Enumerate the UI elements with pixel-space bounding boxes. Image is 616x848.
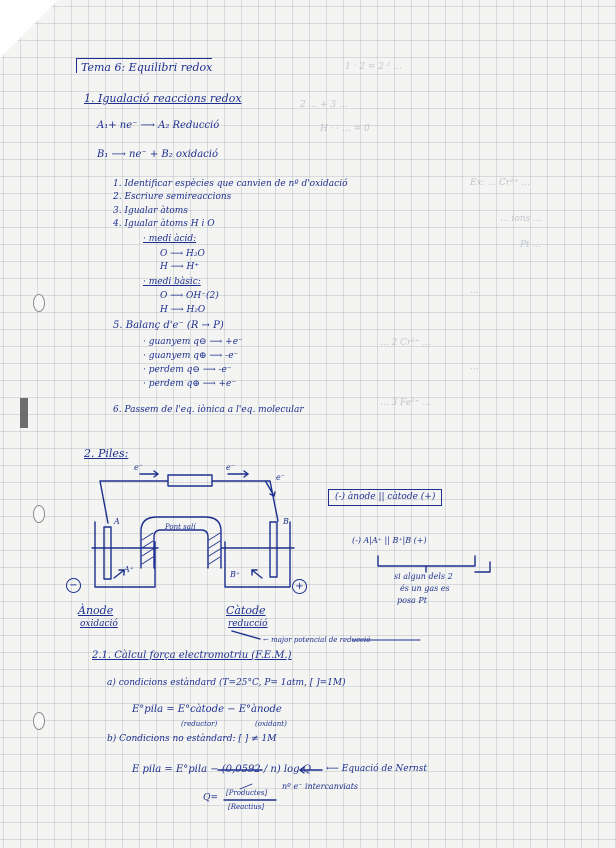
bleed-text: ... ions ... <box>500 214 542 224</box>
bleed-text: Pt ... <box>520 240 542 250</box>
bleed-text: ... <box>470 362 479 372</box>
epila-standard-formula: E°pila = E°càtode − E°ànode <box>132 704 282 715</box>
anode-label: Ànode <box>78 604 114 617</box>
salt-bridge-label: Pont salí <box>165 523 196 531</box>
step-item: 4. Igualar àtoms H i O <box>113 219 215 229</box>
plus-sign-icon: + <box>292 579 307 594</box>
bleed-text: 2 ... + 3 ... <box>300 100 348 110</box>
cathode-sub-label: reducció <box>228 619 268 629</box>
q-numerator: [Productes] <box>226 789 268 797</box>
step-item: 2. Escriure semireaccions <box>113 192 232 202</box>
cell-notation: (-) A|A⁺ || B⁺|B (+) <box>352 536 427 545</box>
oxidation-equation: B₁ ⟶ ne⁻ + B₂ oxidació <box>97 149 219 160</box>
bleed-text: ... 3 Fe²⁺ ... <box>380 398 431 408</box>
medium-rule: H ⟶ H⁺ <box>160 262 200 272</box>
bleed-text: ... 2 Cr³⁺ ... <box>380 338 432 348</box>
bleed-text: 1 · 2 = 2 ² ... <box>345 62 402 72</box>
medium-label: · medi àcid: <box>143 234 197 244</box>
balance-rule: · perdem q⊖ ⟶ -e⁻ <box>143 365 232 375</box>
medium-rule: O ⟶ H₂O <box>160 249 205 259</box>
step-item: 1. Identificar espècies que canvien de nº d'oxidació <box>113 179 348 189</box>
step-item: 3. Igualar àtoms <box>113 206 188 216</box>
electron-label: e⁻ <box>276 473 285 482</box>
section-heading: 2. Piles: <box>84 447 129 460</box>
ion-label: B⁺ <box>230 570 241 579</box>
medium-label: · medi bàsic: <box>143 277 201 287</box>
balance-rule: · perdem q⊕ ⟶ +e⁻ <box>143 379 237 389</box>
medium-rule: H ⟶ H₂O <box>160 305 206 315</box>
electron-label: e⁻ <box>134 463 143 472</box>
cell-notation-rule: (-) ànode || càtode (+) <box>328 489 442 506</box>
bleed-text: Ex: ... Cr²⁺ ... <box>470 178 530 188</box>
page-title: Tema 6: Equilibri redox <box>76 58 212 73</box>
nernst-formula: E pila = E°pila − (0,0592 / n) log Q <box>132 764 311 775</box>
condition-a: a) condicions estàndard (T=25°C, P= 1atm, [ ]=1M) <box>107 678 346 688</box>
anode-sub-label: oxidació <box>80 619 118 629</box>
balance-rule: · guanyem q⊖ ⟶ +e⁻ <box>143 337 243 347</box>
bleed-text: H · · ... = 0 <box>320 124 370 134</box>
ion-label: A⁺ <box>124 565 134 574</box>
electron-label: e⁻ <box>226 463 235 472</box>
cathode-note: ← major potencial de reducció <box>263 636 371 644</box>
electrode-label: A <box>114 517 120 526</box>
section-heading: 1. Igualació reaccions redox <box>84 92 242 105</box>
note-line: posa Pt <box>397 596 427 605</box>
condition-b: b) Condicions no estàndard: [ ] ≠ 1M <box>107 734 277 744</box>
q-denominator: [Reactius] <box>228 803 265 811</box>
minus-sign-icon: − <box>66 578 81 593</box>
note-line: és un gas es <box>400 584 450 593</box>
subsection-heading: 2.1. Càlcul força electromotriu (F.E.M.) <box>92 650 292 661</box>
formula-subnote: (oxidant) <box>255 720 287 728</box>
reduction-equation: A₁+ ne⁻ ⟶ A₂ Reducció <box>97 120 220 131</box>
bleed-text: ... <box>470 286 479 296</box>
nernst-label: ⟵ Equació de Nernst <box>326 764 427 774</box>
q-label: Q= <box>203 793 218 803</box>
balance-heading: 5. Balanç d'e⁻ (R → P) <box>113 320 224 331</box>
step-item: 6. Passem de l'eq. iònica a l'eq. molecular <box>113 405 304 415</box>
formula-subnote: (reductor) <box>181 720 218 728</box>
cathode-label: Càtode <box>226 604 266 617</box>
electrode-label: B <box>283 517 289 526</box>
medium-rule: O ⟶ OH⁻(2) <box>160 291 219 301</box>
note-line: si algun dels 2 <box>394 572 453 581</box>
nernst-n-note: nº e⁻ intercanviats <box>282 782 359 791</box>
balance-rule: · guanyem q⊕ ⟶ -e⁻ <box>143 351 239 361</box>
